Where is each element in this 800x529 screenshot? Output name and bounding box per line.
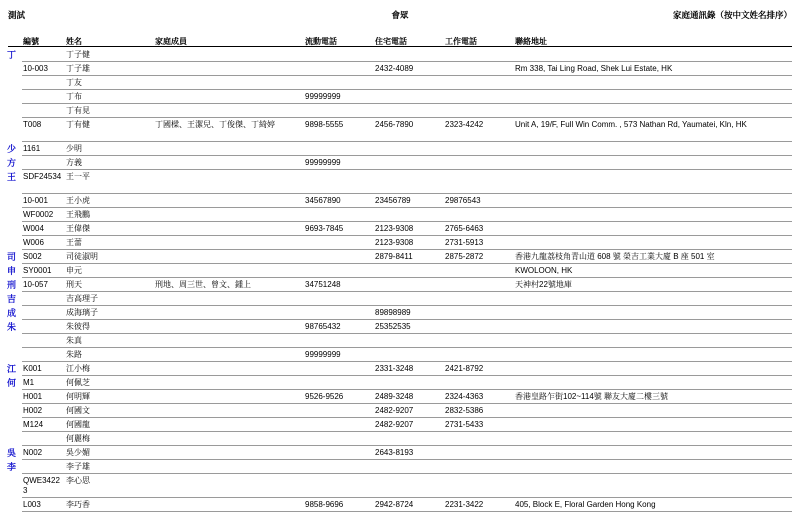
cell-name: 王蕾 [66,238,82,247]
cell-work: 2875-2872 [445,252,484,261]
table-row [0,432,800,446]
cell-home: 89898989 [375,308,411,317]
table-row [0,90,800,104]
cell-name: 丁有見 [66,106,90,115]
cell-name: 何麗梅 [66,434,90,443]
cell-address: 405, Block E, Floral Garden Hong Kong [515,500,656,509]
cell-name: 朱彼得 [66,322,90,331]
table-row [0,446,800,460]
cell-mobile: 99999999 [305,92,341,101]
cell-work: 2765-6463 [445,224,484,233]
cell-home: 2879-8411 [375,252,413,261]
cell-name: 丁友 [66,78,82,87]
cell-code: SDF24534 [23,172,62,181]
table-row [0,170,800,194]
cell-code: M124 [23,420,44,429]
table-row [0,418,800,432]
cell-name: 何國文 [66,406,90,415]
cell-mobile: 34751248 [305,280,341,289]
cell-code: 10-003 [23,64,48,73]
table-row [0,156,800,170]
cell-name: 吉高理子 [66,294,98,303]
table-row [0,104,800,118]
cell-name: 司徒淑明 [66,252,98,261]
table-row [0,498,800,512]
table-row [0,278,800,292]
cell-name: 何明輝 [66,392,90,401]
cell-name: 成海璃子 [66,308,98,317]
cell-name: 吳少媚 [66,448,90,457]
cell-mobile: 9898-5555 [305,120,344,129]
cell-code: W004 [23,224,44,233]
group-letter: 吳 [7,448,17,458]
group-letter: 何 [7,378,17,388]
header-center: 會眾 [391,10,409,20]
group-letter: 少 [7,144,17,154]
group-letter: 王 [7,172,17,182]
cell-home: 2489-3248 [375,392,414,401]
cell-code: N002 [23,448,43,457]
col-name: 姓名 [66,37,82,46]
group-letter: 刑 [7,280,17,290]
cell-code: L003 [23,500,41,509]
cell-code: 1161 [23,144,41,153]
group-letter: 朱 [7,322,17,332]
cell-mobile: 9693-7845 [305,224,344,233]
cell-code: K001 [23,364,42,373]
header-right: 家庭通訊錄（按中文姓名排序） [672,10,792,20]
cell-home: 23456789 [375,196,411,205]
cell-name: 李子雄 [66,462,90,471]
table-row [0,306,800,320]
cell-name: 江小梅 [66,364,90,373]
table-row [0,208,800,222]
cell-name: 刑天 [66,280,82,289]
cell-name: 朱路 [66,350,82,359]
header-divider [8,46,792,47]
cell-work: 2731-5433 [445,420,484,429]
table-row [0,334,800,348]
cell-mobile: 9858-9696 [305,500,344,509]
table-row [0,474,800,498]
cell-work: 29876543 [445,196,481,205]
table-row [0,62,800,76]
cell-code: W006 [23,238,44,247]
cell-mobile: 99999999 [305,158,341,167]
cell-name: 少明 [66,144,82,153]
cell-code: SY0001 [23,266,52,275]
cell-address: 天神村22號地庫 [515,280,572,289]
cell-home: 25352535 [375,322,411,331]
cell-work: 2731-5913 [445,238,484,247]
cell-name: 丁子雄 [66,64,90,73]
cell-name: 申元 [66,266,82,275]
cell-name: 丁有健 [66,120,90,129]
col-work: 工作電話 [445,37,477,46]
cell-code: 10-001 [23,196,48,205]
cell-home: 2456-7890 [375,120,414,129]
cell-family: 刑地、周三世、曾文、鍾上 [155,280,251,289]
cell-code: 10-057 [23,280,48,289]
cell-name: 李巧香 [66,500,90,509]
cell-address: 香港皇路乍街102~114號 聯友大廈二樓三號 [515,392,668,401]
table-row [0,376,800,390]
cell-mobile: 98765432 [305,322,341,331]
cell-code: T008 [23,120,42,129]
cell-name: 何佩芝 [66,378,90,387]
row-divider [22,511,792,512]
cell-work: 2324-4363 [445,392,484,401]
cell-home: 2123-9308 [375,238,414,247]
table-row [0,250,800,264]
table-row [0,194,800,208]
group-letter: 江 [7,364,17,374]
cell-home: 2432-4089 [375,64,414,73]
cell-home: 2482-9207 [375,406,414,415]
cell-name: 朱真 [66,336,82,345]
cell-address: Rm 338, Tai Ling Road, Shek Lui Estate, HK [515,64,673,73]
group-letter: 方 [7,158,17,168]
cell-work: 2421-8792 [445,364,484,373]
col-address: 聯絡地址 [515,37,547,46]
cell-code: QWE34223 [23,476,60,495]
cell-home: 2331-3248 [375,364,414,373]
cell-address: 香港九龍荔枝角青山道 608 號 榮吉工業大廈 B 座 501 室 [515,252,715,261]
table-row [0,348,800,362]
cell-name: 方義 [66,158,82,167]
table-row [0,264,800,278]
group-letter: 丁 [7,50,17,60]
cell-home: 2942-8724 [375,500,414,509]
col-home: 住宅電話 [375,37,407,46]
cell-work: 2231-3422 [445,500,484,509]
group-letter: 李 [7,462,17,472]
table-row [0,390,800,404]
cell-name: 丁布 [66,92,82,101]
cell-mobile: 99999999 [305,350,341,359]
cell-work: 2832-5386 [445,406,484,415]
table-row [0,362,800,376]
cell-code: WF0002 [23,210,54,219]
group-letter: 成 [7,308,17,318]
group-letter: 吉 [7,294,17,304]
cell-home: 2123-9308 [375,224,414,233]
table-row [0,460,800,474]
header-left: 測試 [8,10,26,20]
table-row [0,118,800,142]
cell-code: H002 [23,406,43,415]
cell-name: 王小虎 [66,196,90,205]
cell-name: 王一平 [66,172,90,181]
cell-name: 何國龍 [66,420,90,429]
cell-home: 2643-8193 [375,448,414,457]
cell-name: 李心思 [66,476,90,485]
table-row [0,222,800,236]
group-letter: 申 [7,266,17,276]
table-row [0,142,800,156]
cell-work: 2323-4242 [445,120,484,129]
cell-address: Unit A, 19/F, Full Win Comm. , 573 Nathan Rd, Yaumatei, Kln, HK [515,120,747,129]
cell-address: KWOLOON, HK [515,266,573,275]
cell-name: 王飛鵬 [66,210,90,219]
cell-mobile: 9526-9526 [305,392,344,401]
col-code: 編號 [23,37,39,46]
table-row [0,48,800,62]
col-mobile: 流動電話 [305,37,337,46]
cell-code: S002 [23,252,42,261]
table-row [0,404,800,418]
table-row [0,76,800,90]
cell-mobile: 34567890 [305,196,341,205]
table-row [0,320,800,334]
cell-family: 丁國樑、王潔兒、丁俊傑、丁綺婷 [155,120,275,129]
cell-code: M1 [23,378,35,387]
cell-code: H001 [23,392,43,401]
table-row [0,236,800,250]
cell-home: 2482-9207 [375,420,414,429]
table-row [0,292,800,306]
cell-name: 丁子健 [66,50,90,59]
group-letter: 司 [7,252,17,262]
col-family: 家庭成員 [155,37,187,46]
cell-name: 王偉傑 [66,224,90,233]
